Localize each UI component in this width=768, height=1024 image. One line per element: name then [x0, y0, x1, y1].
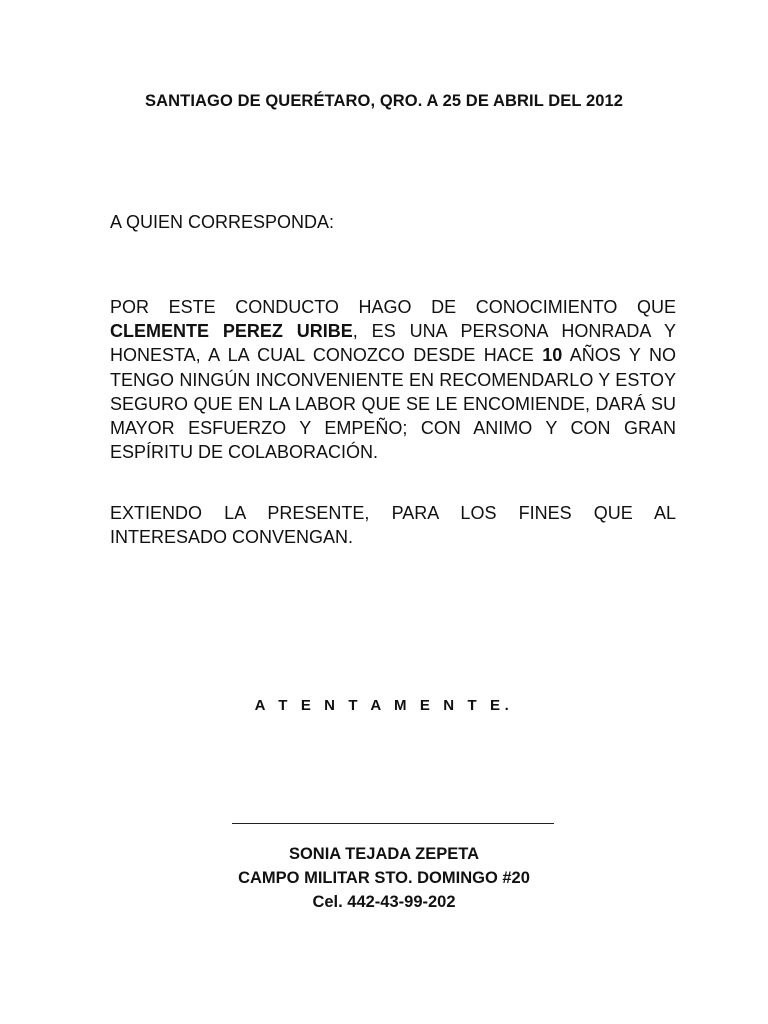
salutation: A QUIEN CORRESPONDA: [110, 212, 335, 232]
body-p1-mid: , ES UNA PERSONA HONRADA Y HONESTA, A LA CUAL CONOZCO DESDE HACE [110, 321, 676, 366]
years-known: 10 [542, 345, 563, 366]
body-paragraph-1 [110, 295, 676, 464]
signer-phone: Cel. 442-43-99-202 [312, 893, 456, 912]
closing-word: A T E N T A M E N T E. [254, 697, 514, 714]
signature-line [232, 823, 554, 824]
recommended-person-name: CLEMENTE PEREZ URIBE [110, 321, 353, 342]
body-p1-intro: POR ESTE CONDUCTO HAGO DE CONOCIMIENTO QUE [110, 297, 676, 317]
body-p1-rest: AÑOS Y NO TENGO NINGÚN INCONVENIENTE EN RECOMENDARLO Y ESTOY SEGURO QUE EN LA LABOR QUE SE LE ENCOMIENDE, DARÁ SU MAYOR ESFUERZO Y EMPEÑO; CON ANIMO Y CON GRAN ESPÍRITU DE COLABORACIÓN. [110, 345, 676, 463]
body-paragraph-2: EXTIENDO LA PRESENTE, PARA LOS FINES QUE AL INTERESADO CONVENGAN. [110, 503, 676, 548]
signer-address: CAMPO MILITAR STO. DOMINGO #20 [238, 869, 530, 888]
signer-block [0, 842, 768, 915]
place-date-line: SANTIAGO DE QUERÉTARO, QRO. A 25 DE ABRIL DEL 2012 [145, 92, 624, 110]
signer-name: SONIA TEJADA ZEPETA [288, 845, 480, 863]
